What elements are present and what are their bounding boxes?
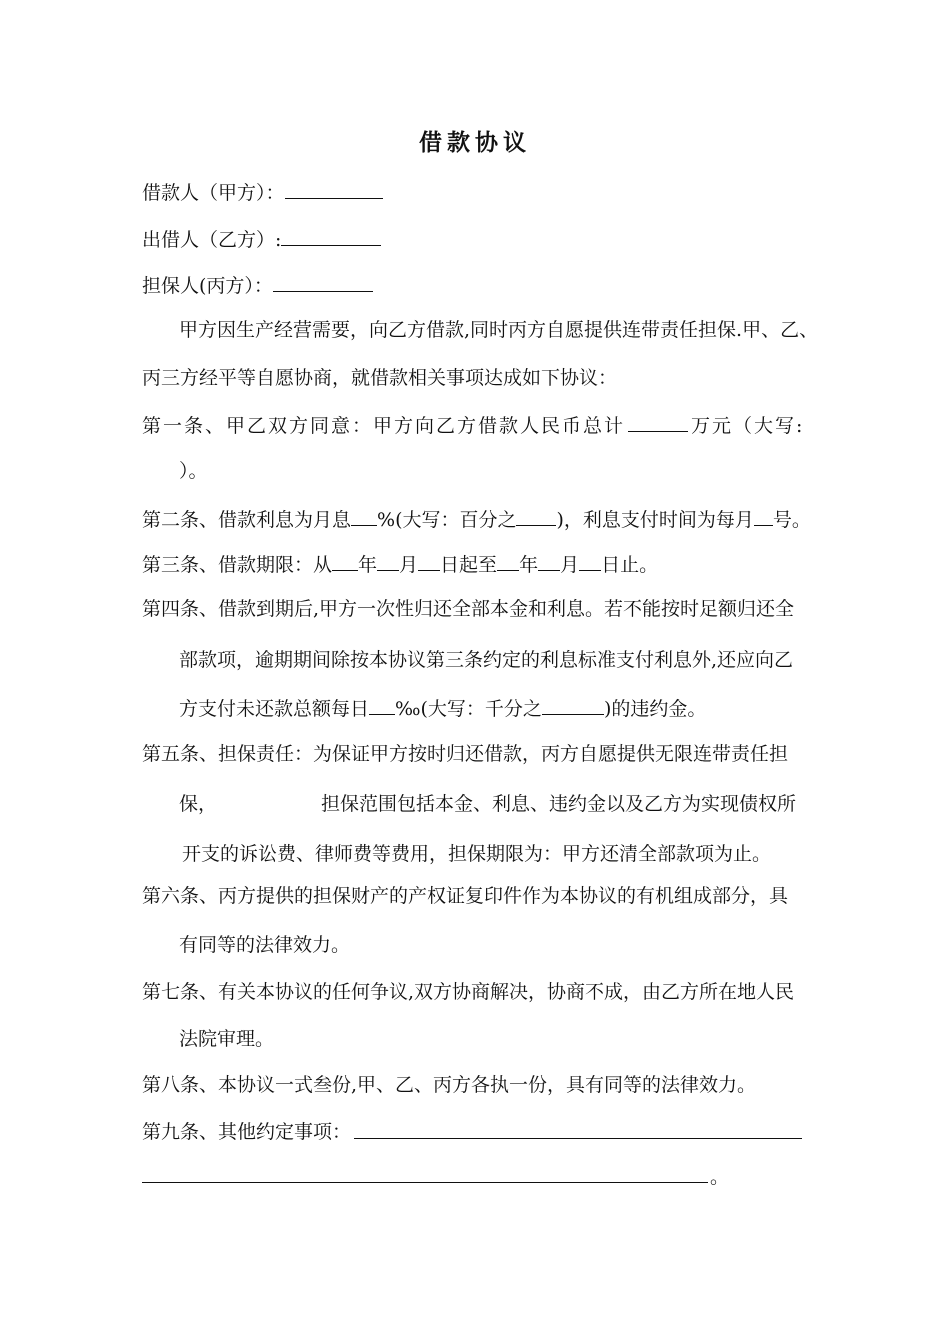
- article-2-text-3: )，利息支付时间为每月: [556, 509, 754, 531]
- lender-label: 出借人（乙方）:: [142, 229, 282, 251]
- article-4-text-3: )的违约金。: [603, 698, 707, 720]
- article-1-text: 第一条、甲乙双方同意：甲方向乙方借款人民币总计: [142, 415, 626, 437]
- article-3-line: [142, 550, 658, 577]
- month-label: 月: [399, 554, 419, 576]
- lender-blank[interactable]: [281, 225, 381, 246]
- intro-line-2: 丙三方经平等自愿协商，就借款相关事项达成如下协议：: [142, 367, 618, 389]
- amount-blank[interactable]: [628, 411, 688, 432]
- intro-line-1: 甲方因生产经营需要，向乙方借款,同时丙方自愿提供连带责任担保.甲、乙、: [179, 319, 819, 341]
- article-2-text-4: 号。: [772, 509, 811, 531]
- guarantor-line: [142, 271, 373, 298]
- penalty-rate-blank[interactable]: [369, 694, 395, 715]
- day-end-label: 日止。: [601, 554, 659, 576]
- article-3-text: 第三条、借款期限：从: [142, 554, 333, 576]
- year-label: 年: [358, 554, 378, 576]
- article-5-line-3: 开支的诉讼费、律师费等费用，担保期限为：甲方还清全部款项为止。: [182, 843, 772, 865]
- article-4-line-3: [179, 694, 706, 721]
- monthly-rate-blank[interactable]: [351, 505, 377, 526]
- article-5-text-2: 担保范围包括本金、利息、违约金以及乙方为实现债权所: [321, 793, 797, 815]
- article-9-text: 第九条、其他约定事项：: [142, 1121, 352, 1143]
- start-month-blank[interactable]: [377, 550, 399, 571]
- article-4-text: 方支付未还款总额每日: [179, 698, 370, 720]
- end-month-blank[interactable]: [538, 550, 560, 571]
- article-4-line-2: 部款项，逾期期间除按本协议第三条约定的利息标准支付利息外,还应向乙: [179, 649, 794, 671]
- start-year-blank[interactable]: [332, 550, 358, 571]
- article-4-text-2: ‰(大写：千分之: [395, 698, 542, 720]
- borrower-blank[interactable]: [285, 178, 383, 199]
- article-1-line-2: ）。: [179, 460, 208, 482]
- article-6-line-2: 有同等的法律效力。: [179, 934, 351, 956]
- article-5-line-2: [179, 792, 796, 816]
- borrower-label: 借款人（甲方）：: [142, 182, 285, 204]
- day-start-label: 日起至: [440, 554, 498, 576]
- article-7-line-1: 第七条、有关本协议的任何争议,双方协商解决，协商不成，由乙方所在地人民: [142, 981, 795, 1003]
- article-4-line-1: 第四条、借款到期后,甲方一次性归还全部本金和利息。若不能按时足额归还全: [142, 598, 795, 620]
- end-year-blank[interactable]: [497, 550, 519, 571]
- other-terms-blank-2[interactable]: [142, 1182, 708, 1183]
- payment-day-blank[interactable]: [754, 505, 773, 526]
- article-8-line: 第八条、本协议一式叁份,甲、乙、丙方各执一份，具有同等的法律效力。: [142, 1074, 757, 1096]
- guarantor-blank[interactable]: [273, 271, 373, 292]
- start-day-blank[interactable]: [418, 550, 440, 571]
- article-7-line-2: 法院审理。: [179, 1028, 275, 1050]
- guarantor-label: 担保人(丙方）：: [142, 275, 273, 297]
- article-1-line-1: [142, 411, 804, 438]
- end-mark: 。: [710, 1166, 730, 1188]
- document-title: 借款协议: [419, 129, 531, 156]
- article-5-line-1: 第五条、担保责任：为保证甲方按时归还借款，丙方自愿提供无限连带责任担: [142, 743, 789, 765]
- article-6-line-1: 第六条、丙方提供的担保财产的产权证复印件作为本协议的有机组成部分，具: [142, 885, 789, 907]
- article-5-text: 保，: [179, 793, 218, 815]
- month-label-2: 月: [560, 554, 580, 576]
- penalty-capital-blank[interactable]: [542, 694, 604, 715]
- article-9-line: [142, 1120, 351, 1144]
- lender-line: [142, 225, 381, 252]
- end-day-blank[interactable]: [579, 550, 601, 571]
- borrower-line: [142, 178, 383, 205]
- article-2-text-2: %(大写：百分之: [377, 509, 517, 531]
- article-1-text-2: 万元（大写:: [691, 415, 805, 437]
- year-label-2: 年: [519, 554, 539, 576]
- article-2-text: 第二条、借款利息为月息: [142, 509, 352, 531]
- rate-capital-blank[interactable]: [516, 505, 556, 526]
- other-terms-blank-1[interactable]: [354, 1138, 802, 1139]
- article-2-line: [142, 505, 811, 532]
